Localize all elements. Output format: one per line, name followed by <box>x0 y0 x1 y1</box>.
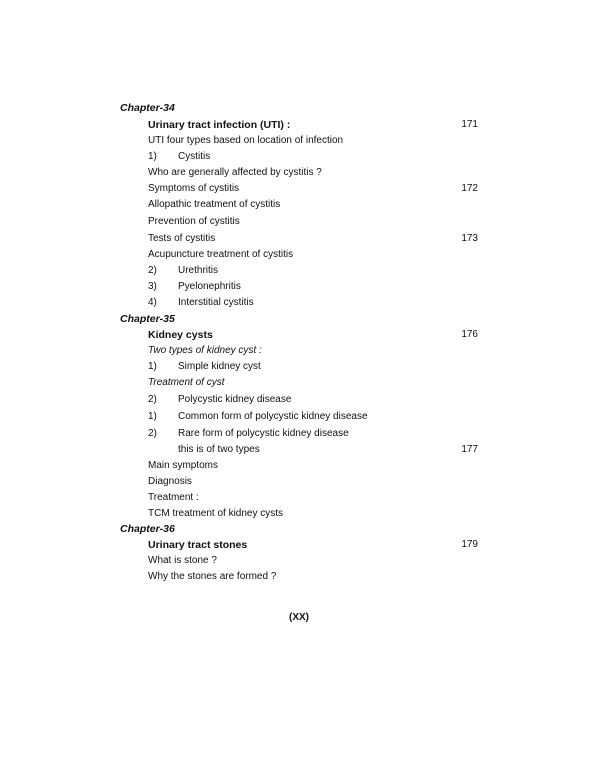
entry-number: 1) <box>148 151 157 162</box>
toc-entry <box>0 507 598 521</box>
entry-number: 1) <box>148 411 157 422</box>
entry-text: Acupuncture treatment of cystitis <box>148 249 294 260</box>
entry-text: Two types of kidney cyst : <box>148 345 262 356</box>
chapter-heading-36 <box>0 522 598 536</box>
toc-entry <box>0 443 598 457</box>
toc-entry <box>0 198 598 212</box>
entry-number: 3) <box>148 281 157 292</box>
entry-text: Simple kidney cyst <box>178 361 261 372</box>
toc-entry <box>0 344 598 358</box>
entry-text: Cystitis <box>178 151 211 162</box>
page-number: 172 <box>461 183 478 194</box>
toc-entry <box>0 150 598 164</box>
toc-entry <box>0 166 598 180</box>
toc-entry <box>0 491 598 505</box>
entry-text: Allopathic treatment of cystitis <box>148 199 281 210</box>
chapter-heading-34 <box>0 101 598 115</box>
entry-text: Who are generally affected by cystitis ? <box>148 167 322 178</box>
toc-entry <box>0 427 598 441</box>
toc-entry <box>0 376 598 390</box>
toc-entry <box>0 459 598 473</box>
entry-text: Treatment of cyst <box>148 377 225 388</box>
entry-text: Polycystic kidney disease <box>178 394 292 405</box>
page-number: 176 <box>461 329 478 340</box>
toc-entry <box>0 248 598 262</box>
entry-text: Tests of cystitis <box>148 233 216 244</box>
section-title: Urinary tract stones <box>148 539 248 551</box>
page-number: 179 <box>461 539 478 550</box>
entry-text: Treatment : <box>148 492 199 503</box>
toc-entry <box>0 134 598 148</box>
toc-entry <box>0 475 598 489</box>
entry-text: Rare form of polycystic kidney disease <box>178 428 349 439</box>
entry-text: UTI four types based on location of infection <box>148 135 344 146</box>
entry-text: Prevention of cystitis <box>148 216 240 227</box>
entry-text: Urethritis <box>178 265 219 276</box>
toc-entry <box>0 393 598 407</box>
section-title: Urinary tract infection (UTI) : <box>148 119 291 131</box>
entry-text: Symptoms of cystitis <box>148 183 240 194</box>
entry-number: 2) <box>148 428 157 439</box>
toc-entry <box>0 570 598 584</box>
toc-entry <box>0 215 598 229</box>
entry-number: 2) <box>148 394 157 405</box>
page-number: 177 <box>461 444 478 455</box>
chapter-label: Chapter-36 <box>120 523 175 535</box>
entry-text: Main symptoms <box>148 460 219 471</box>
toc-title-row <box>0 328 598 342</box>
toc-entry <box>0 182 598 196</box>
page-footer-number: (XX) <box>289 612 309 623</box>
entry-text: Pyelonephritis <box>178 281 241 292</box>
entry-text: Interstitial cystitis <box>178 297 254 308</box>
chapter-label: Chapter-34 <box>120 102 175 114</box>
entry-text: Diagnosis <box>148 476 192 487</box>
section-title: Kidney cysts <box>148 329 213 341</box>
page-number: 173 <box>461 233 478 244</box>
entry-number: 1) <box>148 361 157 372</box>
toc-entry <box>0 554 598 568</box>
toc-entry <box>0 264 598 278</box>
entry-number: 2) <box>148 265 157 276</box>
chapter-label: Chapter-35 <box>120 313 175 325</box>
toc-entry <box>0 360 598 374</box>
entry-text: Why the stones are formed ? <box>148 571 277 582</box>
toc-entry <box>0 410 598 424</box>
toc-entry <box>0 232 598 246</box>
entry-text: TCM treatment of kidney cysts <box>148 508 284 519</box>
chapter-heading-35 <box>0 312 598 326</box>
entry-text: this is of two types <box>178 444 260 455</box>
entry-text: What is stone ? <box>148 555 217 566</box>
toc-title-row <box>0 118 598 132</box>
toc-entry <box>0 280 598 294</box>
entry-number: 4) <box>148 297 157 308</box>
toc-title-row <box>0 538 598 552</box>
entry-text: Common form of polycystic kidney disease <box>178 411 368 422</box>
page-number: 171 <box>461 119 478 130</box>
toc-entry <box>0 296 598 310</box>
